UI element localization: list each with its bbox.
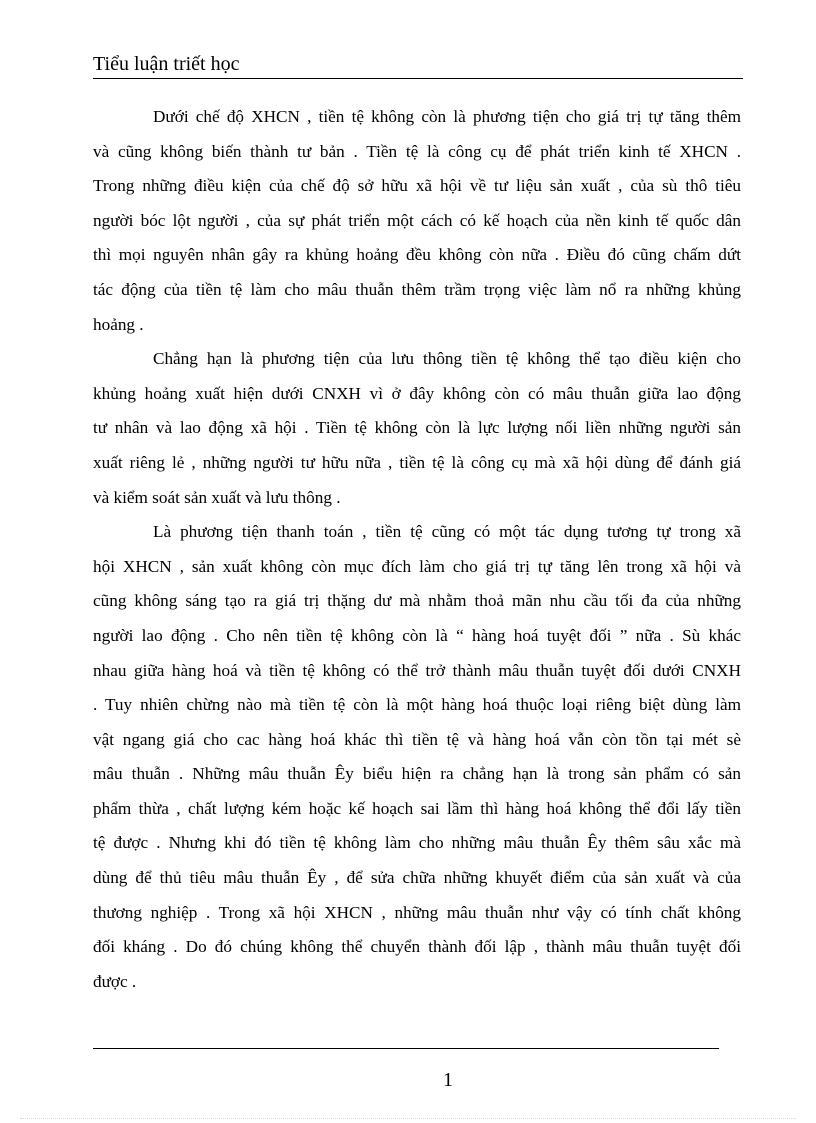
text-line: tư nhân và lao động xã hội . Tiền tệ không còn là lực lượng nối liền những người sản [93,418,741,438]
text-line: vật ngang giá cho cac hàng hoá khác thì tiền tệ và hàng hoá vẫn còn tồn tại mét sè [93,729,741,749]
text-line: người bóc lột người , của sự phát triển một cách có kế hoạch của nền kinh tế quốc dân [93,210,741,230]
page-header [93,50,743,79]
text-line: được . [93,971,137,991]
text-line: hoảng . [93,314,144,334]
text-line: thương nghiệp . Trong xã hội XHCN , những mâu thuẫn như vậy có tính chất không [93,902,741,922]
footer-divider [93,1048,719,1049]
text-line: người lao động . Cho nên tiền tệ không còn là “ hàng hoá tuyệt đối ” nữa . Sù khác [93,625,741,645]
header-title: Tiểu luận triết học [93,53,240,75]
paragraph [93,100,741,342]
text-line: tác động của tiền tệ làm cho mâu thuẫn thêm trầm trọng việc làm nổ ra những khủng [93,279,741,299]
text-line: và kiểm soát sản xuất và lưu thông . [93,487,341,507]
text-line: đối kháng . Do đó chúng không thể chuyển thành đối lập , thành mâu thuẫn tuyệt đối [93,937,741,957]
text-line: mâu thuẫn . Những mâu thuẫn Êy biểu hiện ra chẳng hạn là trong sản phẩm có sản [93,764,741,784]
text-line: dùng để thủ tiêu mâu thuẫn Êy , để sửa chữa những khuyết điểm của sản xuất và của [93,868,741,888]
text-line: nhau giữa hàng hoá và tiền tệ không có thể trở thành mâu thuẫn tuyệt đối dưới CNXH [93,660,741,680]
text-line: . Tuy nhiên chừng nào mà tiền tệ còn là một hàng hoá thuộc loại riêng biệt dùng làm [93,695,741,715]
text-line: Trong những điều kiện của chế độ sở hữu xã hội về tư liệu sản xuất , của sù thô tiêu [93,176,741,196]
paragraph [93,515,741,999]
text-line: khủng hoảng xuất hiện dưới CNXH vì ở đây không còn có mâu thuẫn giữa lao động [93,383,741,403]
text-line: phẩm thừa , chất lượng kém hoặc kế hoạch sai lầm thì hàng hoá không thể đổi lấy tiền [93,798,741,818]
text-line: cũng không sáng tạo ra giá trị thặng dư mà nhằm thoả mãn nhu cầu tối đa của những [93,591,741,611]
text-line: và cũng không biến thành tư bản . Tiền tệ là công cụ để phát triển kinh tế XHCN . [93,141,741,161]
page-number: 1 [443,1069,453,1091]
document-body [93,100,741,999]
text-line: Là phương tiện thanh toán , tiền tệ cũng có một tác dụng tương tự trong xã [153,522,741,542]
text-line: tệ được . Nhưng khi đó tiền tệ không làm cho những mâu thuẫn Êy thêm sâu xắc mà [93,833,741,853]
text-line: Dưới chế độ XHCN , tiền tệ không còn là phương tiện cho giá trị tự tăng thêm [153,107,741,126]
text-line: Chẳng hạn là phương tiện của lưu thông tiền tệ không thể tạo điều kiện cho [153,349,741,369]
paragraph [93,342,741,515]
text-line: hội XHCN , sản xuất không còn mục đích làm cho giá trị tự tăng lên trong xã hội và [93,556,741,576]
text-line: xuất riêng lẻ , những người tư hữu nữa , tiền tệ là công cụ mà xã hội dùng để đánh giá [93,452,741,472]
page-edge [20,1118,796,1119]
text-line: thì mọi nguyên nhân gây ra khủng hoảng đều không còn nữa . Điều đó cũng chấm dứt [93,245,741,265]
